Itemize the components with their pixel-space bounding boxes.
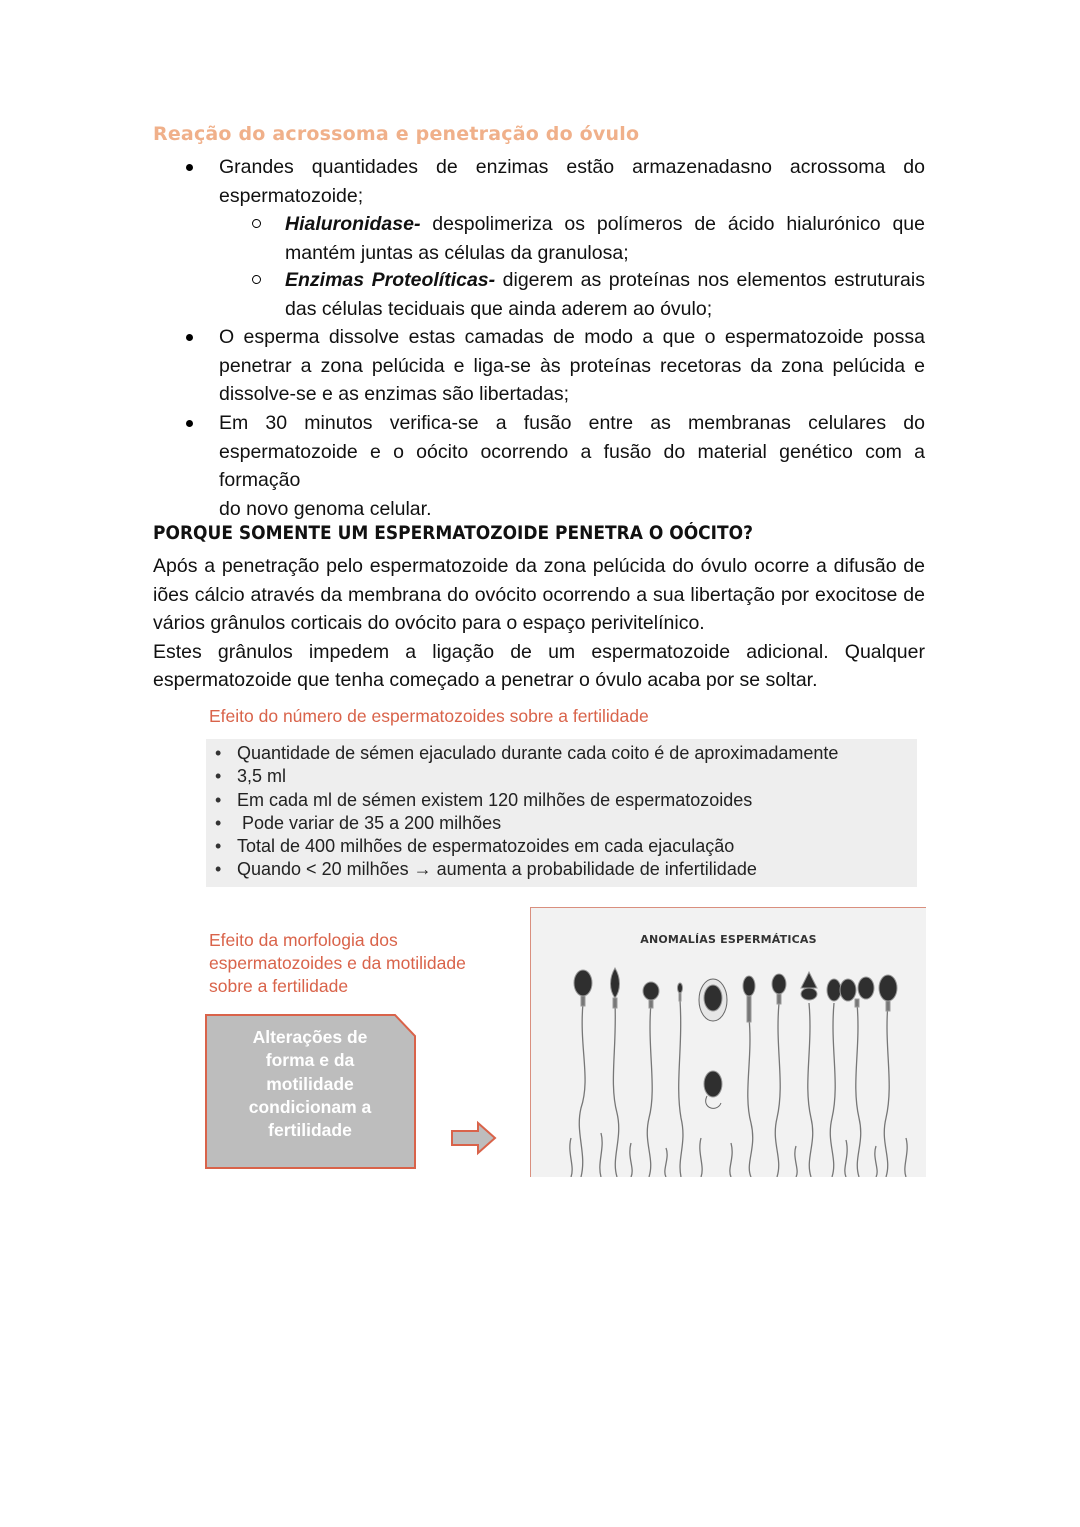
text-line: espermatozoide;: [219, 184, 364, 207]
text-line: digerem as proteínas nos elementos estruturais: [495, 269, 925, 291]
figure-subtitle: [209, 929, 466, 998]
list-item: • Pode variar de 35 a 200 milhões: [237, 812, 917, 835]
arrow-right-icon: [450, 1120, 498, 1156]
list-item: • Em cada ml de sémen existem 120 milhões de espermatozoides: [237, 789, 917, 812]
callout-text: [205, 1026, 415, 1142]
text-line: mantém juntas as células da granulosa;: [285, 241, 629, 264]
sub-list-item: [285, 210, 925, 267]
sub-list-item: [285, 266, 925, 323]
text-line: Grandes quantidades de enzimas estão armazenadasno acrossoma do: [219, 156, 925, 178]
text-line: iões cálcio através da membrana do ovócito ocorrendo a sua libertação por exocitose de: [153, 583, 925, 606]
text-line: fertilidade: [268, 1120, 352, 1141]
list-item: [219, 153, 925, 210]
bullet-icon: [186, 334, 193, 341]
text-line: Efeito da morfologia dos: [209, 930, 398, 950]
text-line: motilidade: [266, 1073, 354, 1094]
circle-bullet-icon: [252, 275, 261, 284]
paragraph: [153, 552, 925, 695]
text-line: O esperma dissolve estas camadas de modo a que o espermatozoide possa: [219, 326, 925, 348]
sperm-anomalies-illustration: [530, 907, 926, 1177]
figure-title: Efeito do número de espermatozoides sobre a fertilidade: [209, 706, 649, 726]
text-line: penetrar a zona pelúcida e liga-se às proteínas recetoras da zona pelúcida e: [219, 354, 925, 377]
text-line: vários grânulos corticais do ovócito para o espaço perivitelínico.: [153, 612, 705, 634]
circle-bullet-icon: [252, 219, 261, 228]
list-item: [219, 409, 925, 523]
text-line: sobre a fertilidade: [209, 976, 349, 996]
section-title: Reação do acrossoma e penetração do óvulo: [153, 123, 640, 145]
list-item: • Quantidade de sémen ejaculado durante cada coito é de aproximadamente: [237, 742, 917, 765]
text-line: forma e da: [265, 1050, 355, 1071]
sperm-drawings: [531, 908, 926, 1177]
text-line: 3,5 ml: [237, 766, 287, 787]
text-line: dissolve-se e as enzimas são libertadas;: [219, 383, 570, 405]
text-line: Em 30 minutos verifica-se a fusão entre as membranas celulares do: [219, 412, 925, 434]
text-line: espermatozoide e o oócito ocorrendo a fusão do material genético com a formação: [219, 440, 925, 491]
bullet-icon: [186, 420, 193, 427]
list-item-continuation: [237, 765, 917, 788]
text-line: Após a penetração pelo espermatozoide da zona pelúcida do óvulo ocorre a difusão de: [153, 555, 925, 577]
text-line: do novo genoma celular.: [219, 497, 432, 520]
text-line: despolimeriza os polímeros de ácido hialurónico que: [420, 213, 925, 235]
text-line: espermatozoide que tenha começado a penetrar o óvulo acaba por se soltar.: [153, 669, 818, 691]
text-line: espermatozoides e da motilidade: [209, 953, 466, 973]
list-item: • Total de 400 milhões de espermatozoides em cada ejaculação: [237, 835, 917, 858]
text-line: condicionam a: [248, 1096, 372, 1117]
section-heading: PORQUE SOMENTE UM ESPERMATOZOIDE PENETRA O OÓCITO?: [153, 523, 753, 544]
list-item: • Quando < 20 milhões → aumenta a probabilidade de infertilidade: [237, 858, 917, 881]
callout-box: [205, 1014, 417, 1175]
bullet-icon: [186, 164, 193, 171]
text-line: Estes grânulos impedem a ligação de um espermatozoide adicional. Qualquer: [153, 640, 925, 663]
text-line: das células teciduais que ainda aderem ao óvulo;: [285, 297, 713, 320]
term: Hialuronidase-: [285, 213, 421, 235]
text-line: Alterações de: [252, 1027, 368, 1047]
illustration-title: ANOMALÍAS ESPERMÁTICAS: [640, 933, 817, 946]
term: Enzimas Proteolíticas-: [285, 269, 496, 291]
figure-list: [237, 742, 917, 882]
list-item: [219, 323, 925, 409]
